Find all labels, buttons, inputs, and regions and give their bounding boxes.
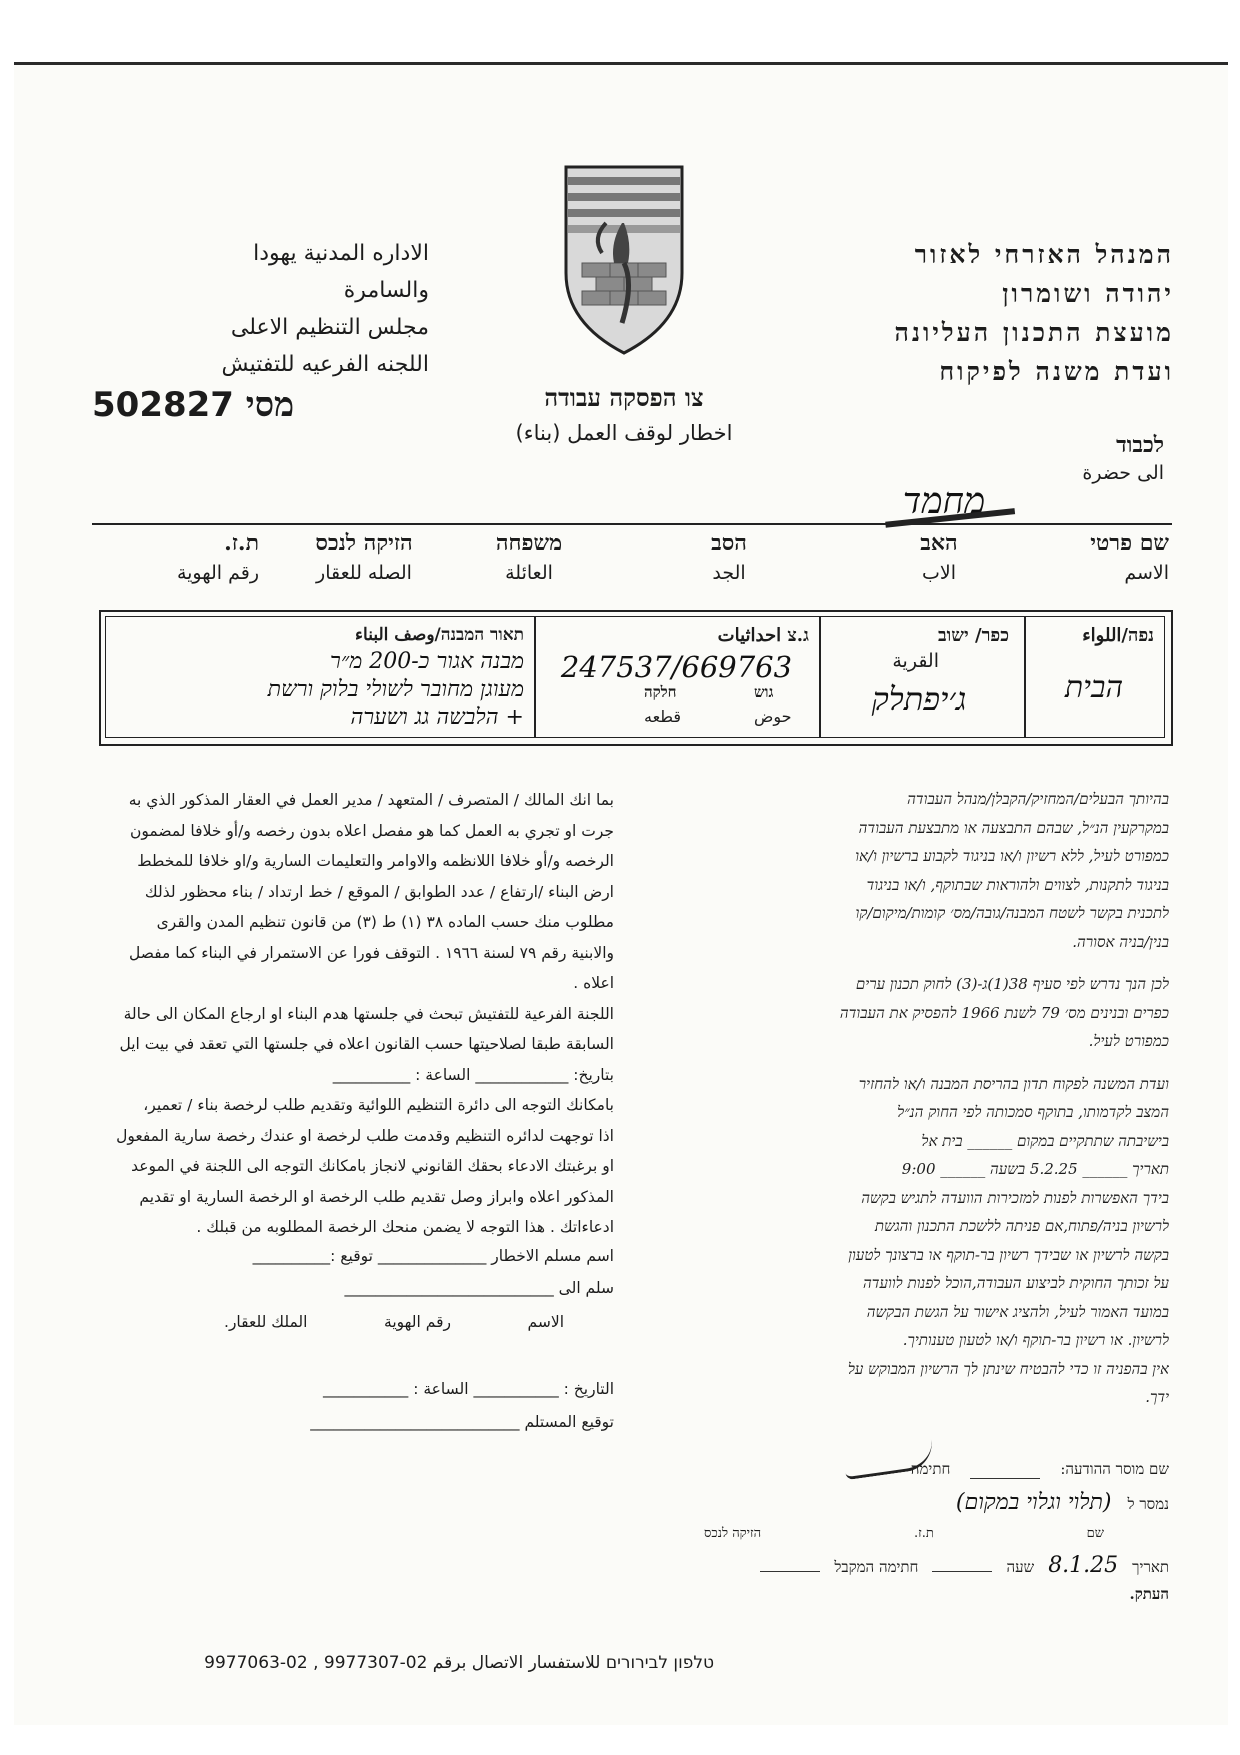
order-title-hebrew: צו הפסקה עבודה bbox=[544, 383, 704, 412]
gush-label: גוש bbox=[754, 683, 774, 701]
hebrew-body-line: המצב לקדמותו, בתוקף סמכותה לפי החוק הנ״ל bbox=[897, 1103, 1169, 1121]
person-fields-rule bbox=[92, 523, 1172, 525]
hebrew-body-line: על זכותך החוקית לביצוע העבודה,הוכל לפנות לוועדה bbox=[862, 1274, 1169, 1292]
person-field-first-name: שם פרטי الاسم bbox=[1090, 530, 1169, 584]
arabic-body-line: بما انك المالك / المتصرف / المتعهد / مدير العمل في العقار المذكور الذي به bbox=[128, 791, 614, 809]
hebrew-org-block bbox=[864, 235, 1174, 391]
delivered-line bbox=[654, 1489, 1169, 1515]
footer-phone: טלפון לבירורים للاستفسار الاتصال برقم 02-9977307 , 02-9977063 bbox=[204, 1653, 714, 1673]
hebrew-body-line: בנין/בניה אסורה. bbox=[1072, 932, 1169, 951]
hebrew-body-line: במקרקעין הנ״ל, שבהם התבצעה או מתבצעת העבודה bbox=[858, 818, 1169, 837]
arabic-body-line: ارض البناء /ارتفاع / عدد الطوابق / الموقع / خط ارتداد / بناء محظور لذلك bbox=[144, 882, 614, 901]
document-number-value: 502827 bbox=[92, 385, 234, 425]
district-value: הבית bbox=[1064, 670, 1124, 705]
hebrew-col-name: שם bbox=[1086, 1526, 1104, 1541]
hebrew-body-line: לתכנית בקשר לשטח המבנה/גובה/מס׳ קומות/מיקום/קו bbox=[855, 904, 1169, 922]
order-title-arabic: اخطار لوقف العمل (بناء) bbox=[515, 421, 733, 445]
hebrew-sign-columns bbox=[704, 1525, 1104, 1541]
arabic-body-line: او برغبتك الادعاء بحقك القانوني لانجاز بامكانك التوجه الى اللجنة في الموعد bbox=[131, 1157, 614, 1175]
hebrew-body-line: ידך. bbox=[1145, 1388, 1169, 1406]
arabic-body-line: بامكانك التوجه الى دائرة التنظيم اللوائية وتقديم طلب لرخصة بناء / تعمير، bbox=[143, 1096, 614, 1114]
coords-label: ג.צ احداثيات bbox=[717, 625, 809, 646]
arabic-sign-columns bbox=[224, 1313, 564, 1331]
parcel-arabic: قطعه bbox=[644, 707, 682, 726]
hebrew-body-line: כמפורט לעיל, ללא רשיון ו/או בניגוד לקבוע ברשיון ו/או bbox=[855, 847, 1169, 865]
addressee-label-arabic: الى حضرة bbox=[1082, 462, 1164, 484]
addressee-handwritten-name: מחמד bbox=[902, 481, 986, 522]
sender-signature-label: חתימה bbox=[910, 1460, 951, 1478]
arabic-body-line: والابنية رقم ٧٩ لسنة ١٩٦٦ . التوقف فورا عن الاستمرار في البناء كما مفصل bbox=[129, 943, 614, 962]
hebrew-body-line: לרשיון. או רשיון בר-תוקף ו/או לטעון טענותיך. bbox=[902, 1331, 1169, 1349]
district-label: נפה/اللواء bbox=[1082, 625, 1154, 646]
sender-label: שם מוסר ההודעה: bbox=[1060, 1460, 1169, 1478]
village-label-arabic: القرية bbox=[892, 650, 939, 672]
hebrew-body-line: כפרים ובנינים מס׳ 79 לשנת 1966 להפסיק את העבודה bbox=[839, 1003, 1169, 1022]
arabic-org-line: مجلس التنظيم الاعلى bbox=[230, 315, 429, 340]
hebrew-body-line bbox=[654, 956, 1169, 970]
arabic-body-line: اذا توجهت لدائره التنظيم وقدمت طلب لرخصة او عندك رخصة سارية المفعول bbox=[116, 1126, 614, 1145]
document-number bbox=[92, 385, 332, 425]
hebrew-body-line: ועדת המשנה לפקוח תדון בהריסת המבנה ו/או להחזיר bbox=[858, 1074, 1169, 1093]
arabic-org-block bbox=[109, 235, 429, 383]
coords-value: 247537/669763 bbox=[560, 650, 793, 684]
location-divider bbox=[534, 616, 536, 738]
person-field-grandfather: הסב الجد bbox=[711, 530, 747, 584]
person-field-id: ת.ז. رقم الهوية bbox=[176, 530, 259, 584]
hebrew-org-line: יהודה ושומרון bbox=[1002, 279, 1174, 308]
arabic-col-name: الاسم bbox=[527, 1313, 564, 1331]
person-fields-row bbox=[109, 530, 1169, 600]
hebrew-body-line: בקשה לרשיון או שבידך רשיון בר-תוקף או ברצונך לטעון bbox=[848, 1245, 1169, 1264]
hebrew-col-id: ת.ז. bbox=[914, 1526, 934, 1541]
village-label-hebrew: כפר/ ישוב bbox=[937, 625, 1009, 646]
hebrew-body-line: לרשיון בניה/פתוח,אם פניתה ללשכת התכנון והגשת bbox=[874, 1217, 1169, 1235]
hebrew-body-line: בישיבתה שתתקיים במקום ______ בית אל bbox=[921, 1131, 1169, 1150]
person-field-relation: הזיקה לנכס الصله للعقار bbox=[315, 530, 413, 584]
location-divider bbox=[1024, 616, 1026, 738]
hebrew-date-line bbox=[654, 1553, 1169, 1578]
hebrew-body-line: בהיותך הבעלים/המחזיק/הקבלן/מנהל העבודה bbox=[907, 790, 1169, 808]
hebrew-col-relation: הזיקה לנכס bbox=[704, 1526, 762, 1541]
building-line: מעוגן מחובר לשולי בלוק ורשת bbox=[267, 677, 524, 702]
village-value: ג׳יפתלק bbox=[871, 680, 967, 718]
arabic-delivered-line: سلم الى ___________________________ bbox=[344, 1279, 614, 1297]
gush-arabic: حوض bbox=[754, 707, 792, 726]
arabic-org-line: والسامرة bbox=[343, 278, 429, 303]
hebrew-body-line: כמפורט לעיל. bbox=[1088, 1032, 1169, 1050]
arabic-body-line: ادعاءاتك . هذا التوجه لا يضمن منحك الرخصة المطلوبه من قبلك . bbox=[196, 1218, 614, 1236]
arabic-col-owner: الملك للعقار. bbox=[224, 1313, 308, 1331]
person-field-father: האב الاب bbox=[920, 530, 958, 584]
building-label: תאור המבנה/وصف البناء bbox=[355, 625, 524, 645]
arabic-body-line: اعلاه . bbox=[573, 974, 614, 992]
arabic-notice-body bbox=[109, 785, 614, 1243]
hebrew-body-line bbox=[654, 1056, 1169, 1070]
arabic-receiver-signature: توقيع المستلم ___________________________ bbox=[310, 1413, 614, 1431]
arabic-org-line: اللجنه الفرعيه للتفتيش bbox=[221, 352, 429, 377]
building-line: מבנה אגור כ-200 מ״ר bbox=[330, 649, 524, 674]
hebrew-body-line: בניגוד לתקנות, לצווים ולהוראות שבתוקף, ו/או בניגוד bbox=[866, 875, 1169, 894]
location-divider bbox=[819, 616, 821, 738]
person-field-family: משפחה العائلة bbox=[495, 530, 563, 584]
arabic-recipient-line: اسم مسلم الاخطار ______________ توقيع :__________ bbox=[252, 1247, 614, 1265]
hebrew-body-line: לכן הנך נדרש לפי סעיף 38(1)ג-(3) לחוק תכנון ערים bbox=[855, 975, 1169, 993]
arabic-date-time: التاريخ : ___________ الساعة : ___________ bbox=[323, 1380, 614, 1398]
arabic-org-line: الاداره المدنية يهودا bbox=[253, 241, 429, 266]
hebrew-body-line: בידך האפשרות לפנות למזכירות הוועדה לתגיש בקשה bbox=[861, 1188, 1169, 1207]
delivered-value: (תלוי וגלוי במקום) bbox=[955, 1490, 1112, 1515]
hebrew-org-line: המנהל האזרחי לאזור bbox=[914, 240, 1174, 269]
hebrew-body-line: אין בהפניה זו כדי להבטיח שינתן לך הרשיון המבוקש על bbox=[847, 1359, 1169, 1378]
arabic-body-line: جرت او تجري به العمل كما هو مفصل اعلاه بدون رخصه و/أو خلافا لمضمون bbox=[130, 821, 614, 840]
arabic-body-line: اللجنة الفرعية للتفتيش تبحث في جلستها هدم البناء او ارجاع المكان الى حالة bbox=[123, 1004, 614, 1023]
hebrew-date-value: 8.1.25 bbox=[1048, 1553, 1119, 1578]
building-description bbox=[114, 648, 524, 732]
copy-label: העתק. bbox=[1129, 1585, 1169, 1603]
civil-administration-emblem bbox=[562, 163, 686, 358]
document-number-label: מסי bbox=[245, 385, 295, 425]
document-page bbox=[14, 62, 1228, 1725]
building-line: + הלבשה גג ושערה bbox=[350, 705, 524, 730]
recipient-signature-label: חתימה המקבל bbox=[834, 1558, 919, 1576]
hebrew-hour-label: שעה bbox=[1006, 1558, 1035, 1576]
hebrew-org-line: מועצת התכנון העליונה bbox=[894, 318, 1174, 347]
hebrew-org-line: ועדת משנה לפיקוח bbox=[939, 357, 1174, 386]
hebrew-notice-body bbox=[654, 785, 1169, 1412]
arabic-col-id: رقم الهوية bbox=[384, 1313, 451, 1331]
arabic-body-line: السابقة طبقا لصلاحيتها حسب القانون اعلاه في جلستها التي تعقد في بيت ايل bbox=[119, 1035, 614, 1053]
parcel-label: חלקה bbox=[644, 683, 677, 701]
arabic-body-line: بتاريخ: ____________ الساعة : __________ bbox=[332, 1065, 614, 1084]
hebrew-date-label: תאריך bbox=[1132, 1558, 1169, 1576]
arabic-body-line: مطلوب منك حسب الماده ٣٨ (١) ط (٣) من قانون تنظيم المدن والقرى bbox=[156, 913, 614, 931]
delivered-label: נמסר ל bbox=[1127, 1495, 1169, 1513]
arabic-body-line: الرخصه و/أو خلافا اللانظمه والاوامر والتعليمات السارية و/او خلافا للمخطط bbox=[137, 852, 614, 870]
hebrew-body-line: במועד האמור לעיל, ולהציג אישור על הגשת הבקשה bbox=[866, 1302, 1169, 1321]
arabic-body-line: المذكور اعلاه وابراز وصل تقديم طلب الرخصة او الرخصة السارية او تقديم bbox=[139, 1187, 614, 1206]
hebrew-body-line: תאריך ______ 5.2.25 בשעה ______ 9:00 bbox=[901, 1160, 1169, 1178]
addressee-label-hebrew: לכבוד bbox=[1116, 432, 1164, 458]
